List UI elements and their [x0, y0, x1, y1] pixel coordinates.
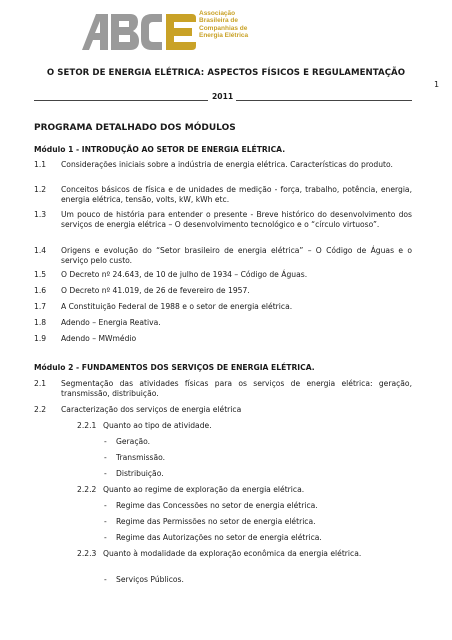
module-2-title: Módulo 2 - FUNDAMENTOS DOS SERVIÇOS DE ENERGIA ELÉTRICA.	[34, 363, 315, 372]
item-text: O Decreto nº 24.643, de 10 de julho de 1934 – Código de Águas.	[61, 270, 308, 279]
abce-logo-mark	[80, 10, 200, 52]
logo-line: Brasileira de	[199, 17, 239, 25]
dash-icon: -	[104, 469, 107, 478]
item-text: Origens e evolução do “Setor brasileiro de energia elétrica” – O Código de Águas e o serviço pelo custo.	[61, 246, 412, 266]
dash-icon: -	[104, 517, 107, 526]
sub-item-number: 2.2.2	[77, 485, 97, 494]
item-number: 1.2	[34, 185, 47, 194]
item-number: 1.4	[34, 246, 47, 255]
item-text: A Constituição Federal de 1988 e o setor de energia elétrica.	[61, 302, 293, 311]
year-rule	[34, 92, 412, 102]
item-text: Considerações iniciais sobre a indústria de energia elétrica. Características do produto.	[61, 160, 393, 169]
item-number: 1.1	[34, 160, 47, 169]
sub-item-number: 2.2.1	[77, 421, 97, 430]
logo-wordmark	[199, 10, 269, 40]
item-text: Adendo – MWmédio	[61, 334, 137, 343]
sub-item-text: Quanto ao tipo de atividade.	[103, 421, 212, 430]
document-title: O SETOR DE ENERGIA ELÉTRICA: ASPECTOS FÍSICOS E REGULAMENTAÇÃO	[46, 68, 406, 78]
abce-logo	[80, 10, 260, 52]
item-text: Caracterização dos serviços de energia elétrica	[61, 405, 242, 414]
sub-item-number: 2.2.3	[77, 549, 97, 558]
sub-item-text: Quanto ao regime de exploração da energia elétrica.	[103, 485, 305, 494]
rule-left	[34, 100, 208, 101]
section-title: PROGRAMA DETALHADO DOS MÓDULOS	[34, 123, 236, 133]
item-number: 2.1	[34, 379, 47, 388]
item-text: Segmentação das atividades físicas para os serviços de energia elétrica: geração, transmissão, distribuição.	[61, 379, 412, 399]
bullet-text: Regime das Autorizações no setor de energia elétrica.	[116, 533, 322, 542]
item-number: 1.6	[34, 286, 47, 295]
logo-line: Companhias de	[199, 24, 248, 32]
item-number: 1.3	[34, 210, 47, 219]
module-1-title: Módulo 1 - INTRODUÇÃO AO SETOR DE ENERGIA ELÉTRICA.	[34, 145, 286, 154]
item-number: 1.8	[34, 318, 47, 327]
sub-item-text: Quanto à modalidade da exploração econômica da energia elétrica.	[103, 549, 362, 558]
logo-line: Associação	[199, 10, 236, 17]
item-text: Um pouco de história para entender o presente - Breve histórico do desenvolvimento dos serviços de energia elétrica – O desenvolvimento tecnológico e o “círculo virtuoso”.	[61, 210, 412, 230]
bullet-text: Geração.	[116, 437, 151, 446]
bullet-text: Transmissão.	[116, 453, 166, 462]
item-text: O Decreto nº 41.019, de 26 de fevereiro de 1957.	[61, 286, 250, 295]
item-number: 1.5	[34, 270, 47, 279]
logo-line: Energia Elétrica	[199, 32, 249, 40]
item-number: 1.9	[34, 334, 47, 343]
dash-icon: -	[104, 501, 107, 510]
item-text: Conceitos básicos de física e de unidades de medição - força, trabalho, potência, energia, energia elétrica, tensão, volts, kW, kWh etc.	[61, 185, 412, 205]
bullet-text: Serviços Públicos.	[116, 575, 184, 584]
bullet-text: Regime das Concessões no setor de energia elétrica.	[116, 501, 318, 510]
bullet-text: Distribuição.	[116, 469, 164, 478]
dash-icon: -	[104, 575, 107, 584]
item-number: 2.2	[34, 405, 47, 414]
dash-icon: -	[104, 437, 107, 446]
page-number: 1	[434, 80, 440, 89]
item-number: 1.7	[34, 302, 47, 311]
dash-icon: -	[104, 533, 107, 542]
year: 2011	[212, 92, 234, 101]
bullet-text: Regime das Permissões no setor de energia elétrica.	[116, 517, 316, 526]
item-text: Adendo – Energia Reativa.	[61, 318, 161, 327]
dash-icon: -	[104, 453, 107, 462]
rule-right	[236, 100, 412, 101]
